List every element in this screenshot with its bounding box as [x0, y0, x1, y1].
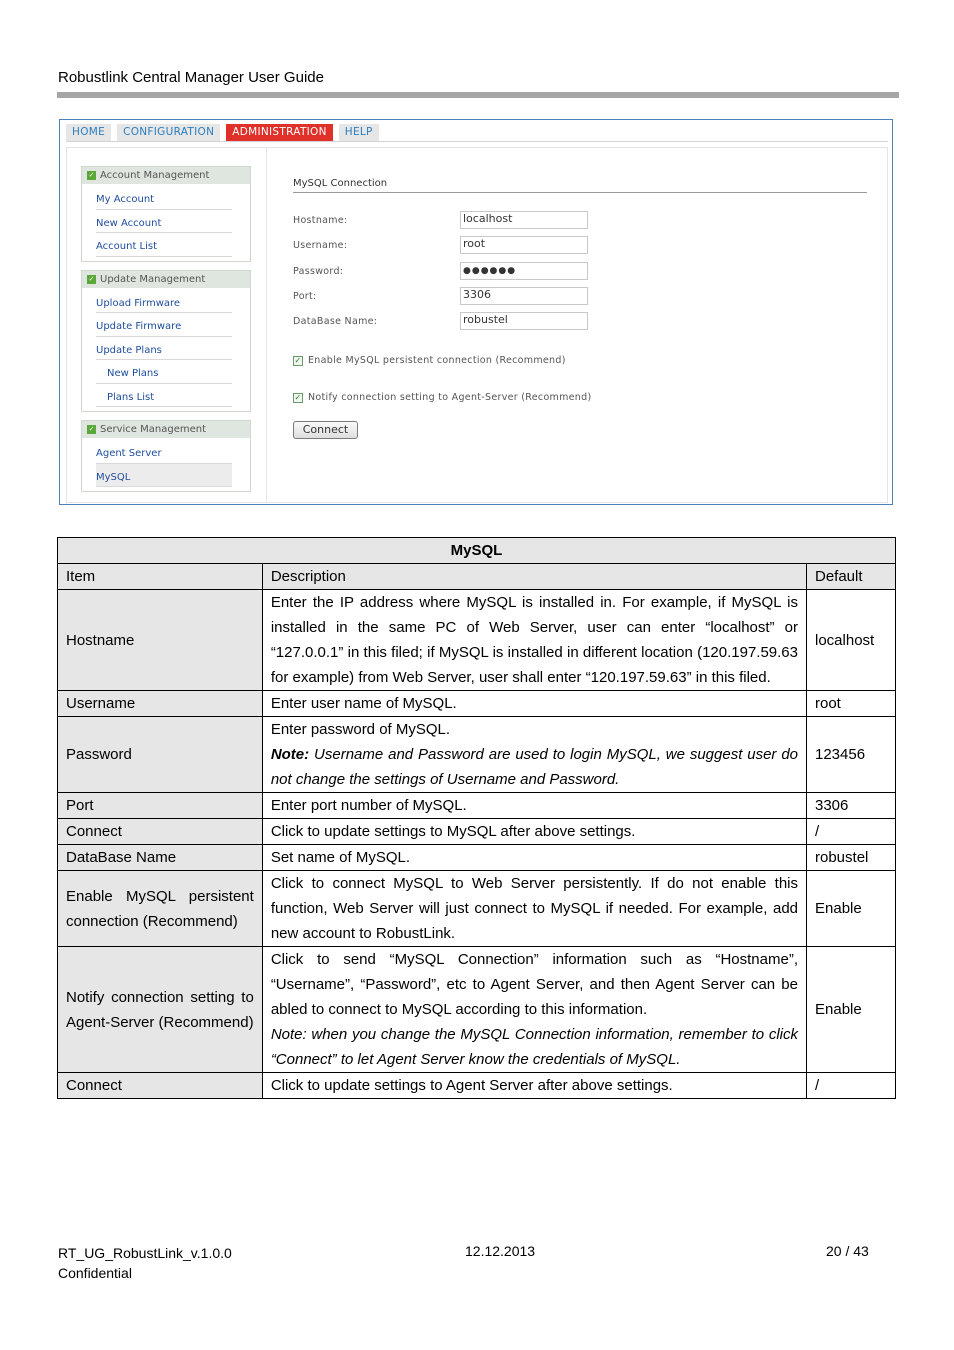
table-row [58, 691, 896, 717]
footer-doc-id: RT_UG_RobustLink_v.1.0.0 [58, 1245, 232, 1261]
row-description-text: Click to send “MySQL Connection” information such as “Hostname”, “Username”, “Password”, etc to Agent Server, and then Agent Server can be abled to connect to MySQL according to this information. [270, 951, 798, 1018]
account-management-group [81, 166, 251, 262]
service-management-group [81, 420, 251, 492]
table-title: MySQL [58, 538, 896, 564]
row-item: Port [58, 793, 263, 819]
row-description: Enter port number of MySQL. [262, 793, 806, 819]
table-row [58, 845, 896, 871]
sidebar-item-new-account[interactable]: New Account [96, 210, 232, 234]
header-rule [57, 92, 899, 98]
footer-confidential: Confidential [58, 1265, 132, 1281]
group-title: Service Management [100, 424, 207, 435]
persistent-connection-option[interactable] [293, 355, 566, 366]
persistent-label: Enable MySQL persistent connection (Recommend) [308, 355, 566, 366]
database-row [293, 312, 867, 331]
tab-home[interactable]: HOME [66, 124, 111, 141]
footer-date: 12.12.2013 [465, 1243, 536, 1259]
footer-left [58, 1243, 232, 1283]
hostname-label: Hostname: [293, 215, 348, 226]
header-item: Item [58, 564, 263, 590]
note-text: Username and Password are used to login MySQL, we suggest user do not change the settings of Username and Password. [270, 746, 798, 788]
connect-button[interactable]: Connect [293, 421, 358, 439]
row-default: 3306 [807, 793, 896, 819]
row-default: Enable [807, 947, 896, 1073]
row-default: robustel [807, 845, 896, 871]
row-default: Enable [807, 871, 896, 947]
row-description: Set name of MySQL. [262, 845, 806, 871]
sidebar-item-upload-firmware[interactable]: Upload Firmware [96, 290, 232, 314]
row-note: Note: when you change the MySQL Connection information, remember to click “Connect” to let Agent Server know the credentials of MySQL. [270, 1026, 798, 1068]
group-title: Account Management [100, 170, 210, 181]
notify-checkbox[interactable]: ✓ [294, 392, 302, 402]
sidebar [81, 166, 251, 500]
database-label: DataBase Name: [293, 316, 378, 327]
top-tabs [66, 124, 385, 141]
row-default: / [807, 1073, 896, 1099]
ui-screenshot [59, 119, 893, 505]
row-item: Connect [58, 1073, 263, 1099]
row-note [271, 742, 798, 792]
row-description: Click to update settings to MySQL after above settings. [262, 819, 806, 845]
password-label: Password: [293, 266, 344, 277]
checkbox-icon: ✓ [88, 425, 95, 433]
table-row [58, 871, 896, 947]
account-management-header[interactable] [82, 167, 250, 184]
row-item: Notify connection setting to Agent-Server (Recommend) [58, 947, 263, 1073]
sidebar-item-agent-server[interactable]: Agent Server [96, 440, 232, 464]
username-label: Username: [293, 240, 348, 251]
port-row [293, 287, 867, 306]
row-item: Connect [58, 819, 263, 845]
sidebar-item-my-account[interactable]: My Account [96, 186, 232, 210]
update-management-header[interactable] [82, 271, 250, 288]
checkbox-icon: ✓ [88, 171, 95, 179]
table-title-row [58, 538, 896, 564]
database-input[interactable]: robustel [460, 312, 588, 330]
persistent-checkbox[interactable]: ✓ [294, 355, 302, 365]
row-item: Password [58, 717, 263, 793]
service-management-header[interactable] [82, 421, 250, 438]
notify-label: Notify connection setting to Agent-Server (Recommend) [308, 392, 592, 403]
username-input[interactable]: root [460, 236, 588, 254]
row-description: Enter the IP address where MySQL is installed in. For example, if MySQL is installed in the same PC of Web Server, user can enter “localhost” or “127.0.0.1” in this filed; if MySQL is installed in different location (120.197.59.63 for example) from Web Server, user shall enter “120.197.59.63” in this filed. [262, 590, 806, 691]
sidebar-item-account-list[interactable]: Account List [96, 233, 232, 257]
table-row [58, 819, 896, 845]
password-row [293, 262, 867, 281]
note-label: Note: [270, 746, 310, 763]
table-row [58, 793, 896, 819]
table-row [58, 717, 896, 793]
tab-divider [66, 141, 888, 142]
username-row [293, 236, 867, 255]
row-item: DataBase Name [58, 845, 263, 871]
sidebar-item-update-firmware[interactable]: Update Firmware [96, 313, 232, 337]
header-default: Default [807, 564, 896, 590]
table-header-row [58, 564, 896, 590]
form-title: MySQL Connection [293, 178, 867, 193]
admin-panel [66, 147, 888, 503]
tab-administration[interactable]: ADMINISTRATION [226, 124, 333, 141]
row-description [262, 717, 806, 793]
checkbox-icon: ✓ [88, 274, 95, 283]
table-row [58, 590, 896, 691]
mysql-connection-form [293, 178, 867, 436]
tab-help[interactable]: HELP [339, 124, 379, 141]
row-item: Username [58, 691, 263, 717]
header-description: Description [262, 564, 806, 590]
mysql-table [57, 537, 896, 1099]
row-default: root [807, 691, 896, 717]
row-description [262, 947, 806, 1073]
port-label: Port: [293, 291, 317, 302]
sidebar-item-new-plans[interactable]: New Plans [96, 360, 232, 384]
sidebar-item-plans-list[interactable]: Plans List [96, 384, 232, 408]
table-row [58, 947, 896, 1073]
document-header-title: Robustlink Central Manager User Guide [58, 69, 324, 86]
table-row [58, 1073, 896, 1099]
row-default: localhost [807, 590, 896, 691]
sidebar-item-update-plans[interactable]: Update Plans [96, 337, 232, 361]
footer-page-number: 20 / 43 [826, 1243, 869, 1259]
row-description: Enter user name of MySQL. [262, 691, 806, 717]
port-input[interactable]: 3306 [460, 287, 588, 305]
row-description: Click to update settings to Agent Server after above settings. [262, 1073, 806, 1099]
password-input[interactable]: ●●●●●● [460, 262, 588, 280]
row-item: Enable MySQL persistent connection (Recommend) [58, 871, 263, 947]
group-title: Update Management [100, 273, 206, 285]
row-default: / [807, 819, 896, 845]
notify-agent-option[interactable] [293, 392, 591, 403]
tab-configuration[interactable]: CONFIGURATION [117, 124, 220, 141]
update-management-group [81, 270, 251, 413]
row-default: 123456 [807, 717, 896, 793]
row-description-text: Enter password of MySQL. [270, 721, 451, 738]
hostname-input[interactable]: localhost [460, 211, 588, 229]
panel-divider [266, 148, 267, 502]
hostname-row [293, 211, 867, 230]
sidebar-item-mysql[interactable]: MySQL [96, 464, 232, 488]
row-item: Hostname [58, 590, 263, 691]
row-description: Click to connect MySQL to Web Server persistently. If do not enable this function, Web Server will just connect to MySQL if needed. For example, add new account to RobustLink. [262, 871, 806, 947]
